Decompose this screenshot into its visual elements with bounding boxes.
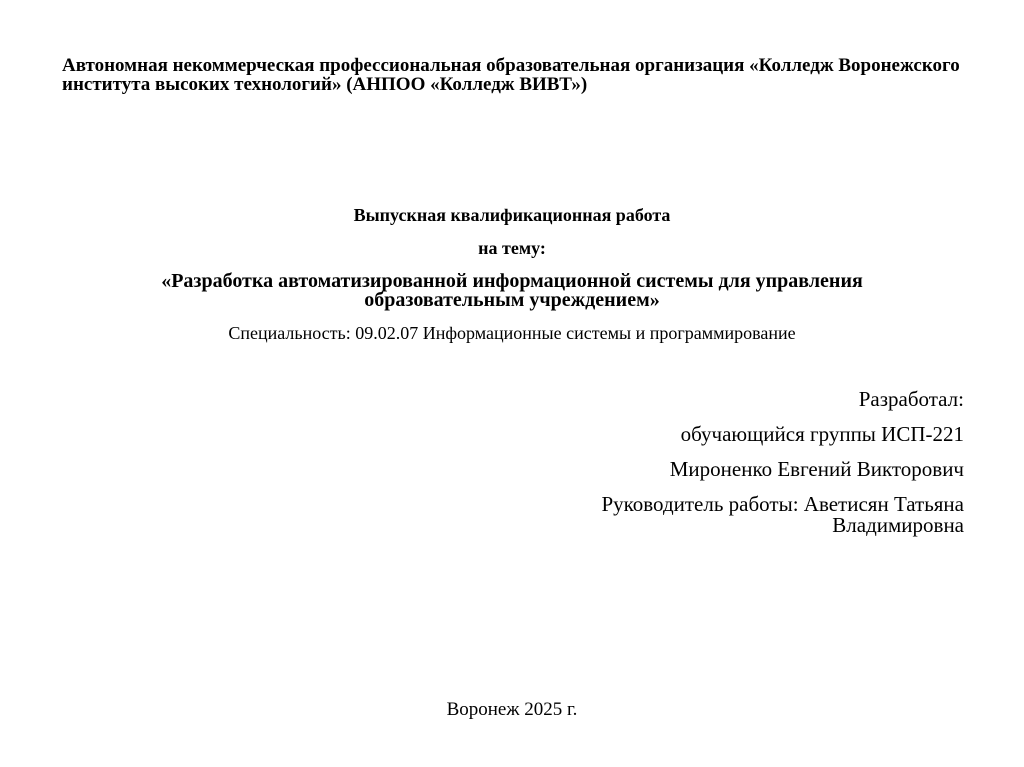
- on-topic-label: на тему:: [478, 238, 546, 258]
- supervisor-line: Руководитель работы: Аветисян Татьяна Владимировна: [601, 492, 964, 537]
- city-year: Воронеж 2025 г.: [446, 699, 578, 720]
- organization-name: Автономная некоммерческая профессиональная образовательная организация «Колледж Воронежского института высоких технологий» (АНПОО «Колледж ВИВТ»): [62, 55, 960, 95]
- student-group: обучающийся группы ИСП-221: [680, 422, 964, 446]
- work-type-heading: Выпускная квалификационная работа: [353, 205, 671, 225]
- student-name: Мироненко Евгений Викторович: [669, 457, 964, 481]
- developed-label: Разработал:: [858, 387, 964, 411]
- specialty-line: Специальность: 09.02.07 Информационные системы и программирование: [228, 323, 796, 343]
- thesis-topic: «Разработка автоматизированной информационной системы для управления образовательным учреждением»: [161, 270, 863, 311]
